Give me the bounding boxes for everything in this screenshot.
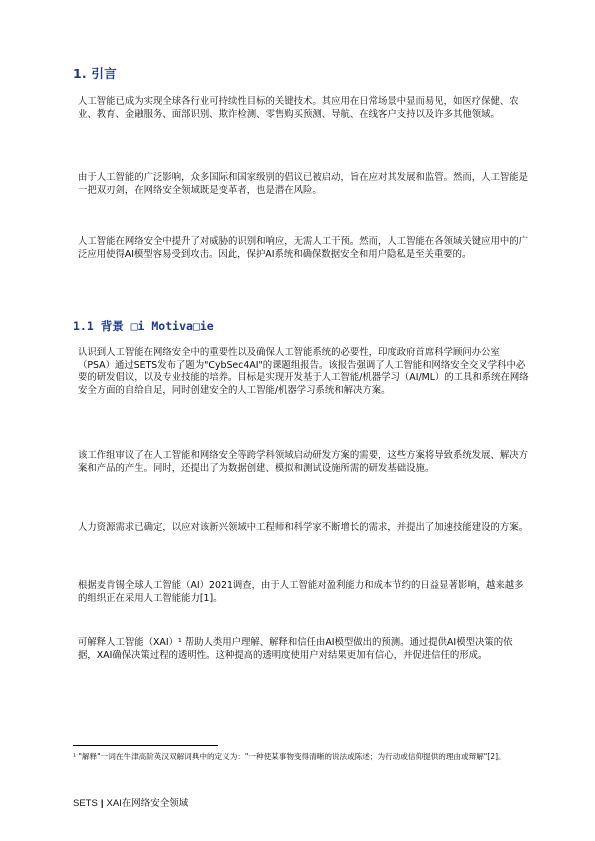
footer-org: SETS	[73, 798, 98, 809]
section-heading-introduction: 1. 引言	[73, 66, 117, 81]
footer-separator: |	[100, 798, 104, 809]
background-paragraph-2: 该工作组审议了在人工智能和网络安全等跨学科领域启动研发方案的需要，这些方案将导致系统发展、解决方案和产品的产生。同时，还提出了为数据创建、模拟和测试设施所需的研发基础设施。	[78, 450, 529, 474]
background-paragraph-4: 根据麦肯锡全球人工智能（AI）2021调查，由于人工智能对盈利能力和成本节约的日益显著影响，越来越多的组织正在采用人工智能能力[1]。	[78, 580, 524, 604]
intro-paragraph-1: 人工智能已成为实现全球各行业可持续性目标的关键技术。其应用在日常场景中显而易见，如医疗保健、农业、教育、金融服务、面部识别、欺诈检测、零售购买预测、导航、在线客户支持以及许多其他领域。	[78, 96, 519, 120]
footer-title: XAI在网络安全领域	[106, 798, 189, 809]
background-paragraph-3: 人力资源需求已确定，以应对该新兴领域中工程师和科学家不断增长的需求，并提出了加速技能建设的方案。	[78, 522, 529, 533]
intro-paragraph-2: 由于人工智能的广泛影响，众多国际和国家级别的倡议已被启动，旨在应对其发展和监管。然而，人工智能是一把双刃剑，在网络安全领域既是变革者，也是潜在风险。	[78, 172, 529, 196]
footnote-divider	[73, 745, 218, 746]
background-paragraph-1: 认识到人工智能在网络安全中的重要性以及确保人工智能系统的必要性，印度政府首席科学顾问办公室（PSA）通过SETS发布了题为"CybSec4AI"的课题组报告。该报告强调了人工智能和网络安全交叉学科中必要的研发倡议，以及专业技能的培养。目标是实现开发基于人工智能/机器学习（AI/ML）的工具和系统在网络安全方面的自给自足，同时创建安全的人工智能/机器学习系统和解决方案。	[78, 347, 529, 396]
section-heading-background: 1.1 背景 □i Motiva□ie	[73, 319, 214, 333]
page-footer	[73, 795, 188, 809]
footnote-text: ¹ "解释"一词在牛津高阶英汉双解词典中的定义为："一种使某事物变得清晰的说法或陈述；为行动或信仰提供的理由或辩解"[2]。	[73, 752, 506, 761]
intro-paragraph-3: 人工智能在网络安全中提升了对威胁的识别和响应，无需人工干预。然而，人工智能在各领域关键应用中的广泛应用使得AI模型容易受到攻击。因此，保护AI系统和确保数据安全和用户隐私是至关重要的。	[78, 236, 529, 260]
background-paragraph-5: 可解释人工智能（XAI）¹ 帮助人类用户理解、解释和信任由AI模型做出的预测。通过提供AI模型决策的依据，XAI确保决策过程的透明性。这种提高的透明度使用户对结果更加有信心，并促进信任的形成。	[78, 637, 513, 661]
